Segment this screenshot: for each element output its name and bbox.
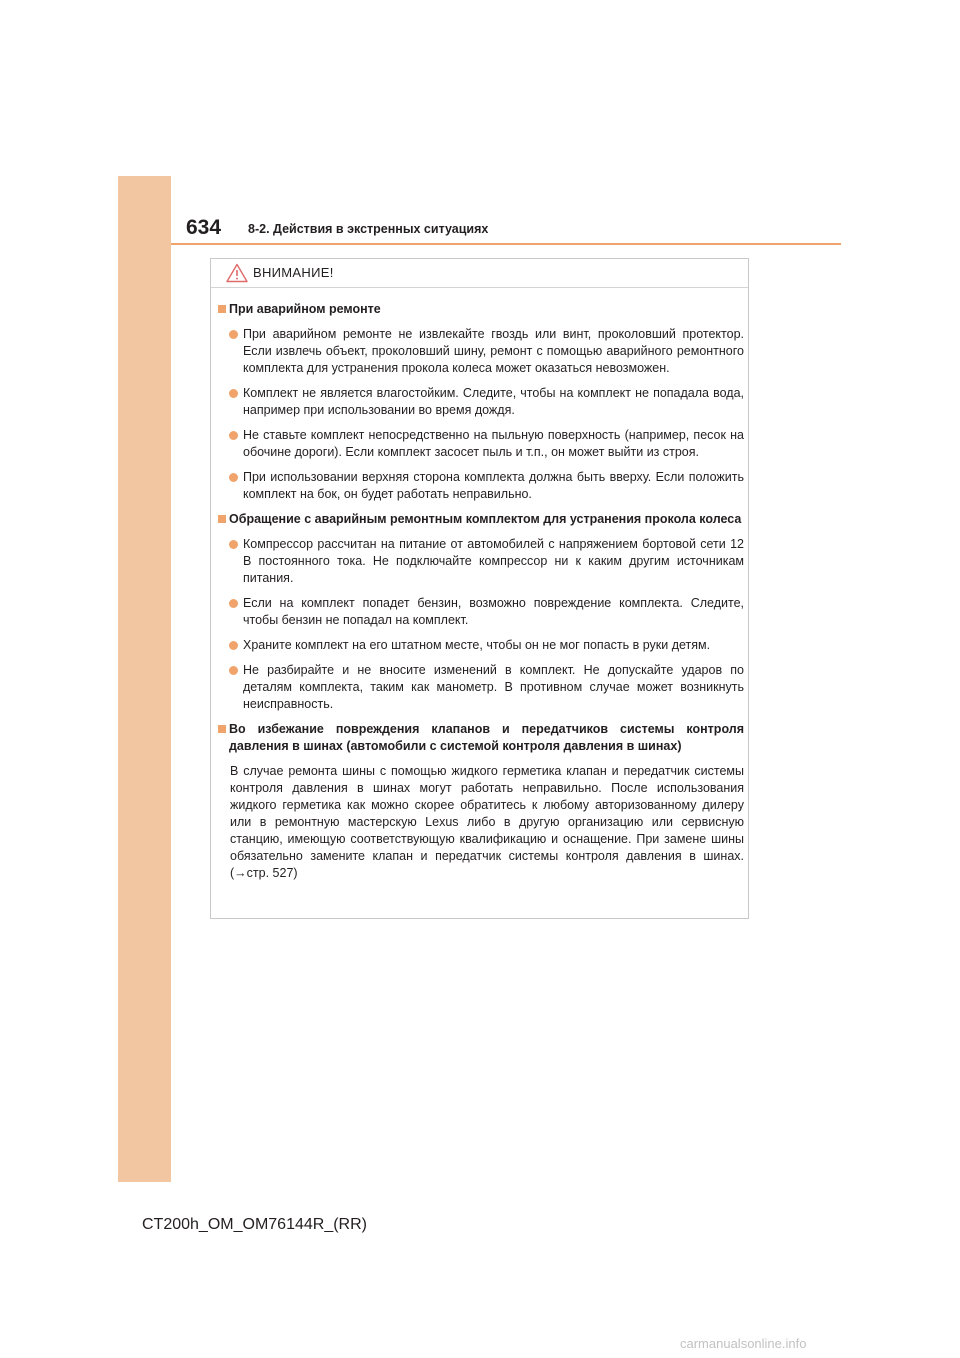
- warning-label: ВНИМАНИЕ!: [253, 265, 334, 280]
- list-item: [218, 469, 744, 503]
- round-bullet-icon: [229, 431, 238, 440]
- section-heading: [218, 721, 744, 755]
- round-bullet-icon: [229, 641, 238, 650]
- list-item-text: Не разбирайте и не вносите изменений в комплект. Не допускайте ударов по деталям комплекта, таким как манометр. В противном случае может возникнуть неисправность.: [243, 663, 744, 711]
- warning-box: [210, 258, 749, 919]
- list-item-text: Компрессор рассчитан на питание от автомобилей с напряжением бортовой сети 12 В постоянного тока. Не подключайте компрессор ни к каким другим источникам питания.: [243, 537, 744, 585]
- round-bullet-icon: [229, 389, 238, 398]
- section-heading: [218, 301, 744, 318]
- list-item-text: Если на комплект попадет бензин, возможно повреждение комплекта. Следите, чтобы бензин не попадал на комплект.: [243, 596, 744, 627]
- page-number: 634: [186, 216, 222, 239]
- side-color-band: [118, 176, 171, 1182]
- list-item-text: При аварийном ремонте не извлекайте гвоздь или винт, проколовший протектор. Если извлечь объект, проколовший шину, ремонт с помощью аварийного ремонтного комплекта для устранения прокола колеса может оказаться невозможен.: [243, 327, 744, 375]
- section-heading-text: Во избежание повреждения клапанов и передатчиков системы контроля давления в шинах (автомобили с системой контроля давления в шинах): [229, 722, 744, 753]
- section-heading: [218, 511, 744, 528]
- warning-content: [218, 301, 744, 882]
- round-bullet-icon: [229, 330, 238, 339]
- square-bullet-icon: [218, 515, 226, 523]
- list-item: [218, 595, 744, 629]
- section-paragraph: В случае ремонта шины с помощью жидкого герметика клапан и передатчик системы контроля давления в шинах могут работать неправильно. После использования жидкого герметика как можно скорее обратитесь к любому авторизованному дилеру или в ремонтную мастерскую Lexus либо в другую организацию или сервисную станцию, имеющую соответствующую квалификацию и оснащение. При замене шины обязательно замените клапан и передатчик системы контроля давления в шинах. (→стр. 527): [230, 764, 744, 880]
- section-heading-text: При аварийном ремонте: [229, 302, 381, 316]
- warning-triangle-icon: [226, 263, 248, 283]
- list-item: [218, 385, 744, 419]
- list-item: [218, 427, 744, 461]
- header-divider: [171, 243, 841, 245]
- list-item: [218, 662, 744, 713]
- square-bullet-icon: [218, 305, 226, 313]
- square-bullet-icon: [218, 725, 226, 733]
- list-item-text: Не ставьте комплект непосредственно на пыльную поверхность (например, песок на обочине дороги). Если комплект засосет пыль и т.п., он может выйти из строя.: [243, 428, 744, 459]
- section-title: 8-2. Действия в экстренных ситуациях: [248, 222, 489, 236]
- watermark: carmanualsonline.info: [680, 1336, 807, 1351]
- document-code: CT200h_OM_OM76144R_(RR): [142, 1216, 367, 1233]
- list-item-text: При использовании верхняя сторона комплекта должна быть вверху. Если положить комплект на бок, он будет работать неправильно.: [243, 470, 744, 501]
- list-item: [218, 637, 744, 654]
- section-heading-text: Обращение с аварийным ремонтным комплектом для устранения прокола колеса: [229, 512, 742, 526]
- list-item-text: Храните комплект на его штатном месте, чтобы он не мог попасть в руки детям.: [243, 638, 711, 652]
- warning-header: [211, 259, 748, 288]
- list-item: [218, 536, 744, 587]
- list-item: [218, 326, 744, 377]
- round-bullet-icon: [229, 540, 238, 549]
- round-bullet-icon: [229, 666, 238, 675]
- round-bullet-icon: [229, 473, 238, 482]
- list-item-text: Комплект не является влагостойким. Следите, чтобы на комплект не попадала вода, например при использовании во время дождя.: [243, 386, 744, 417]
- round-bullet-icon: [229, 599, 238, 608]
